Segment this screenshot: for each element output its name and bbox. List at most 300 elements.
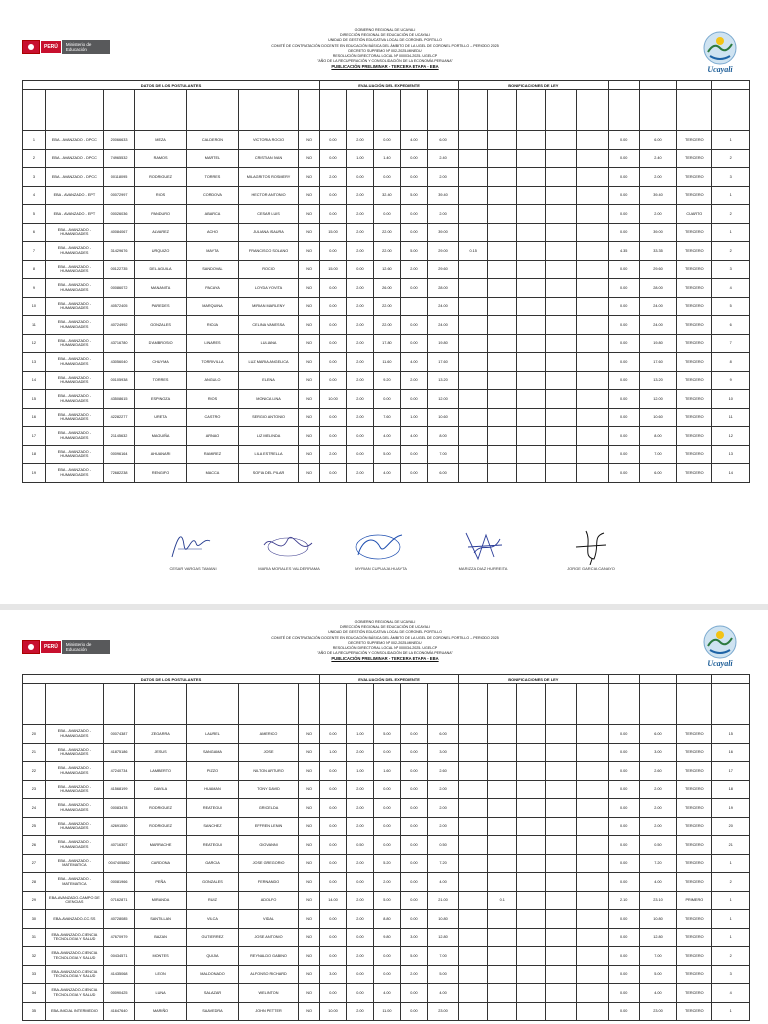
table-cell: 0.00 (373, 817, 400, 836)
table-cell (488, 427, 517, 446)
table-cell (546, 445, 577, 464)
table-cell (577, 445, 608, 464)
table-cell: EBA-AVANZADO-CAMPO DE CIENCIAS (45, 891, 103, 910)
table-cell: 00096164 (103, 445, 134, 464)
table-cell (546, 910, 577, 929)
table-cell (546, 1002, 577, 1021)
table-cell: 6.00 (427, 131, 458, 150)
table-cell: 1.00 (346, 762, 373, 781)
table-row (23, 149, 750, 168)
header-line: UNIDAD DE GESTIÓN EDUCATIVA LOCAL DE CORONEL PORTILLO (328, 38, 442, 43)
table-cell (517, 1002, 546, 1021)
table-row (23, 817, 750, 836)
table-cell: 15 (23, 390, 46, 409)
table-cell: 14.00 (319, 891, 346, 910)
table-cell: 1 (712, 928, 750, 947)
table-row (23, 965, 750, 984)
table-cell: RUIZ (187, 891, 239, 910)
table-cell: EBA - AVANZADO - HUMANIDADES (45, 427, 103, 446)
table-cell: 0.00 (400, 223, 427, 242)
table-cell: 0.00 (400, 836, 427, 855)
table-cell (577, 242, 608, 261)
header-line: COMITÉ DE CONTRATACIÓN DOCENTE EN EDUCACIÓN BÁSICA DEL ÁMBITO DE LA UGEL DE CORONEL PORTILLO – PERIODO 2025 (271, 43, 499, 48)
header-line: GOBIERNO REGIONAL DE UCAYALI (354, 620, 416, 624)
table-cell: PRIMERO (677, 891, 712, 910)
table-cell: 0.00 (400, 984, 427, 1003)
table-cell: 1 (712, 910, 750, 929)
table-cell: 0.00 (608, 427, 639, 446)
table-cell (459, 891, 488, 910)
table-cell: JOHN PETTER (238, 1002, 298, 1021)
table-cell: 39.40 (427, 186, 458, 205)
table-cell: 39.00 (427, 223, 458, 242)
table-cell (546, 149, 577, 168)
table-cell: TERCERO (677, 168, 712, 187)
table-cell: 22 (23, 762, 46, 781)
table-cell: 1.00 (400, 408, 427, 427)
table-cell: LOYDA YOVITA (238, 279, 298, 298)
table-cell: 9 (712, 371, 750, 390)
table-row (23, 168, 750, 187)
table-cell (517, 168, 546, 187)
table-cell (517, 186, 546, 205)
table-cell: NO (299, 928, 320, 947)
table-cell: 0.00 (400, 149, 427, 168)
table-cell: EBA - AVANZADO - EPT (45, 205, 103, 224)
table-cell: TORRIVILLA (187, 353, 239, 372)
table-cell: 6 (23, 223, 46, 242)
table-cell: PANDURO (135, 205, 187, 224)
table-cell (488, 873, 517, 892)
table-cell: 0.00 (319, 984, 346, 1003)
table-cell: EBA-AVANZADO-CIENCIA TECNOLOGIA Y SALUD (45, 928, 103, 947)
table-cell: 00026036 (103, 205, 134, 224)
table-cell (459, 762, 488, 781)
table-cell: 39.00 (639, 223, 676, 242)
table-cell: EBA - AVANZADO - HUMANIDADES (45, 762, 103, 781)
table-cell (517, 780, 546, 799)
table-cell: 0.00 (608, 873, 639, 892)
table-row (23, 131, 750, 150)
table-cell (517, 947, 546, 966)
table-cell (459, 1002, 488, 1021)
table-cell (577, 149, 608, 168)
table-cell: MAYTA (187, 242, 239, 261)
table-cell: 2.00 (346, 854, 373, 873)
table-cell (459, 297, 488, 316)
table-row (23, 223, 750, 242)
table-cell: NO (299, 242, 320, 261)
table-cell (546, 260, 577, 279)
table-cell: MIRANDA (135, 891, 187, 910)
table-cell (459, 353, 488, 372)
table-cell: 0.00 (608, 780, 639, 799)
table-cell: 0.00 (400, 743, 427, 762)
table-cell: MILAGRITOS ROSMERY (238, 168, 298, 187)
table-cell: 28.00 (639, 279, 676, 298)
table-cell: 18 (23, 445, 46, 464)
table-cell (577, 762, 608, 781)
evaluacion-header: EVALUACIÓN DEL EXPEDIENTE (319, 675, 458, 684)
table-cell: 7.00 (639, 947, 676, 966)
table-cell (459, 168, 488, 187)
table-cell: JOSE (238, 743, 298, 762)
table-cell (577, 873, 608, 892)
table-cell (517, 817, 546, 836)
table-cell: EBA - AVANZADO - DPCC (45, 131, 103, 150)
table-cell: 0.00 (608, 928, 639, 947)
table-cell: REATEGUI (187, 799, 239, 818)
table-cell: 1 (23, 131, 46, 150)
table-cell (459, 223, 488, 242)
table-cell: 24.00 (427, 297, 458, 316)
table-cell (459, 836, 488, 855)
table-cell (459, 316, 488, 335)
table-cell: 11.00 (373, 1002, 400, 1021)
table-cell: 31429676 (103, 242, 134, 261)
table-cell: 0.00 (346, 928, 373, 947)
table-cell: 2.00 (319, 168, 346, 187)
signature-image (158, 525, 228, 565)
table-cell: 0.00 (346, 168, 373, 187)
table-cell: 40716307 (103, 836, 134, 855)
table-cell: 0.00 (400, 854, 427, 873)
ucayali-logo-icon (700, 622, 740, 674)
table-cell: SOFIA DEL PILAR (238, 464, 298, 483)
table-cell: CALDERON (187, 131, 239, 150)
table-cell (517, 910, 546, 929)
table-cell: TERCERO (677, 947, 712, 966)
table-cell: TERCERO (677, 817, 712, 836)
table-cell: 2.00 (346, 242, 373, 261)
table-cell: 6.00 (639, 464, 676, 483)
table-cell: 2.00 (346, 371, 373, 390)
table-cell: 2.00 (346, 279, 373, 298)
table-cell (577, 725, 608, 744)
table-cell: RAMIREZ (187, 445, 239, 464)
table-cell: 74965532 (103, 149, 134, 168)
table-cell: 2.00 (346, 1002, 373, 1021)
datos-header: DATOS DE LOS POSTULANTES (23, 675, 320, 684)
table-cell: EBA - AVANZADO - MATEMATICA (45, 873, 103, 892)
bonificaciones-header: BONIFICACIONES DE LEY (459, 675, 609, 684)
table-cell: REYNALDO GABINO (238, 947, 298, 966)
table-cell (546, 891, 577, 910)
table-row (23, 873, 750, 892)
table-cell (517, 928, 546, 947)
signature-block (326, 525, 436, 571)
table-cell (577, 168, 608, 187)
table-cell: 5.00 (373, 445, 400, 464)
table-cell: 3.00 (427, 743, 458, 762)
table-cell (488, 390, 517, 409)
table-row (23, 762, 750, 781)
table-cell: 0.00 (608, 799, 639, 818)
table-cell (546, 762, 577, 781)
table-cell (517, 353, 546, 372)
table-row (23, 910, 750, 929)
signature-name: MARIZZA DIAZ HURREITA (458, 566, 508, 571)
table-cell: 0.00 (608, 965, 639, 984)
table-cell: TERCERO (677, 984, 712, 1003)
table-cell: 2.00 (319, 445, 346, 464)
table-cell: 0.00 (608, 390, 639, 409)
table-cell (488, 297, 517, 316)
table-cell: EBA-AVANZADO-CIENCIA TECNOLOGIA Y SALUD (45, 965, 103, 984)
table-cell (488, 799, 517, 818)
table-cell: 29 (23, 891, 46, 910)
table-cell: GRICELDA (238, 799, 298, 818)
table-cell: NO (299, 965, 320, 984)
table-cell: MACCA (187, 464, 239, 483)
header-line: DIRECCIÓN REGIONAL DE EDUCACIÓN DE UCAYALI (340, 625, 430, 630)
table-cell: 0.00 (319, 799, 346, 818)
table-cell: CESAR LUIS (238, 205, 298, 224)
table-cell (517, 464, 546, 483)
header-line: RESOLUCIÓN DIRECTORAL LOCAL Nº 000034-2025- UGELCP (332, 646, 438, 651)
table-cell: 0.00 (608, 743, 639, 762)
table-cell: 00434571 (103, 947, 134, 966)
table-cell: AHUANARI (135, 445, 187, 464)
table-cell: 10.80 (427, 910, 458, 929)
table-cell: 00086072 (103, 279, 134, 298)
table-cell: NO (299, 297, 320, 316)
table-cell: 14 (23, 371, 46, 390)
table-cell (459, 408, 488, 427)
table-cell: RIOJA (187, 316, 239, 335)
header-line: COMITÉ DE CONTRATACIÓN DOCENTE EN EDUCACIÓN BÁSICA DEL ÁMBITO DE LA UGEL DE CORONEL PORTILLO – PERIODO 2025 (271, 635, 499, 640)
table-row (23, 891, 750, 910)
table-row (23, 186, 750, 205)
table-cell: EBA - AVANZADO - HUMANIDADES (45, 445, 103, 464)
table-cell: TERCERO (677, 334, 712, 353)
table-cell: 43056040 (103, 353, 134, 372)
table-cell: 12 (712, 427, 750, 446)
table-cell: 5.00 (400, 186, 427, 205)
table-cell (577, 390, 608, 409)
minedu-logo (22, 640, 110, 654)
table-cell (488, 743, 517, 762)
table-cell: 0.00 (319, 427, 346, 446)
table-cell: 0.00 (400, 780, 427, 799)
table-cell: TERCERO (677, 780, 712, 799)
table-cell (577, 836, 608, 855)
table-cell: 0.00 (373, 168, 400, 187)
table-row (23, 205, 750, 224)
table-cell: RIOS (187, 390, 239, 409)
table-cell: 5.00 (373, 891, 400, 910)
table-cell (546, 316, 577, 335)
table-cell (488, 928, 517, 947)
table-cell: NO (299, 390, 320, 409)
table-cell: 1.60 (373, 762, 400, 781)
table-cell: 40724992 (103, 316, 134, 335)
table-cell: 4.00 (427, 873, 458, 892)
table-cell (546, 817, 577, 836)
table-cell: 4.35 (608, 242, 639, 261)
table-cell (546, 836, 577, 855)
table-cell: NO (299, 131, 320, 150)
table-cell (488, 131, 517, 150)
table-cell: TERCERO (677, 131, 712, 150)
table-cell: 2.60 (639, 762, 676, 781)
table-cell: 2.00 (427, 780, 458, 799)
table-cell: TERCERO (677, 371, 712, 390)
table-cell: PAREDES (135, 297, 187, 316)
table-cell (488, 780, 517, 799)
table-cell: 2.00 (639, 817, 676, 836)
table-cell: 10.60 (639, 408, 676, 427)
table-cell: 43508615 (103, 390, 134, 409)
table-cell: TERCERO (677, 910, 712, 929)
table-cell: 2.00 (346, 891, 373, 910)
table-cell: 22.00 (373, 297, 400, 316)
table-cell: TERCERO (677, 445, 712, 464)
table-cell: TERCERO (677, 390, 712, 409)
table-cell: 4.00 (373, 427, 400, 446)
table-cell: EBA - AVANZADO - DPCC (45, 168, 103, 187)
table-cell (577, 928, 608, 947)
table-cell (517, 242, 546, 261)
table-cell: URETA (135, 408, 187, 427)
table-cell: 0.00 (319, 910, 346, 929)
table-row (23, 316, 750, 335)
table-cell: 00118095 (103, 168, 134, 187)
table-cell: 17.60 (427, 353, 458, 372)
table-cell: 0.00 (373, 390, 400, 409)
table-cell: 4.00 (400, 353, 427, 372)
table-cell: 4 (712, 984, 750, 1003)
table-cell (577, 891, 608, 910)
table-cell: MARIÑO (135, 1002, 187, 1021)
table-cell: 42282277 (103, 408, 134, 427)
table-cell: 2.10 (608, 891, 639, 910)
table-cell: 0.00 (319, 371, 346, 390)
table-cell: 9 (23, 279, 46, 298)
table-cell: 0.00 (608, 168, 639, 187)
document-page-2 (0, 612, 768, 1024)
table-cell: 4 (712, 279, 750, 298)
table-cell: 11 (712, 408, 750, 427)
table-cell (577, 408, 608, 427)
table-cell (546, 947, 577, 966)
table-cell (577, 910, 608, 929)
table-cell: 0.00 (400, 168, 427, 187)
table-cell: EBA - AVANZADO - HUMANIDADES (45, 408, 103, 427)
table-cell: 2.00 (427, 168, 458, 187)
table-cell: 19.80 (427, 334, 458, 353)
table-cell (517, 205, 546, 224)
table-cell: 2.00 (639, 168, 676, 187)
table-cell: 1.00 (346, 149, 373, 168)
table-cell: EBA - AVANZADO - MATEMATICA (45, 854, 103, 873)
table-cell: 0.00 (319, 205, 346, 224)
table-cell: 2 (712, 149, 750, 168)
table-cell: 19.80 (639, 334, 676, 353)
table-row (23, 928, 750, 947)
table-cell: 5.00 (400, 242, 427, 261)
table-cell (577, 131, 608, 150)
table-cell: 00122735 (103, 260, 134, 279)
table-cell: EBA - AVANZADO - HUMANIDADES (45, 371, 103, 390)
signature-image (346, 525, 416, 565)
table-cell: 33 (23, 965, 46, 984)
table-cell: TERCERO (677, 854, 712, 873)
table-cell: 2.00 (639, 799, 676, 818)
table-cell: 0.00 (608, 947, 639, 966)
table-cell: MIRIAN MARLENY (238, 297, 298, 316)
table-cell: 0.00 (373, 205, 400, 224)
table-cell: 12.00 (639, 390, 676, 409)
table-cell: TERCERO (677, 279, 712, 298)
signature-image (448, 525, 518, 565)
table-cell: 9.80 (373, 928, 400, 947)
table-cell (459, 334, 488, 353)
table-cell (517, 445, 546, 464)
table-cell: 10 (712, 390, 750, 409)
table-cell: 34 (23, 984, 46, 1003)
table-cell: 0.00 (608, 186, 639, 205)
table-cell: 41568199 (103, 780, 134, 799)
table-cell: 17.60 (639, 353, 676, 372)
table-cell: TERCERO (677, 762, 712, 781)
table-cell: ZEGARRA (135, 725, 187, 744)
table-cell: 11.60 (373, 353, 400, 372)
table-cell (546, 205, 577, 224)
table-cell: 0.00 (373, 131, 400, 150)
table-cell: 0.00 (319, 873, 346, 892)
table-cell: MONTES (135, 947, 187, 966)
table-cell: NILTON ARTURO (238, 762, 298, 781)
table-cell: VILCA (187, 910, 239, 929)
table-cell: LULIANA (238, 334, 298, 353)
table-cell: NO (299, 780, 320, 799)
table-cell: NO (299, 947, 320, 966)
table-cell (459, 780, 488, 799)
table-cell: 2.00 (346, 205, 373, 224)
table-cell: NO (299, 279, 320, 298)
table-cell: 0.00 (373, 743, 400, 762)
table-cell: 15.00 (319, 260, 346, 279)
table-cell: JESUS (135, 743, 187, 762)
ucayali-logo-text: Ucayali (707, 659, 733, 668)
table-cell: GONZALES (187, 873, 239, 892)
table-cell: 22.00 (373, 223, 400, 242)
table-cell: 28 (23, 873, 46, 892)
table-cell (577, 427, 608, 446)
table-row (23, 445, 750, 464)
table-cell: 2.00 (346, 464, 373, 483)
table-cell: 1.00 (319, 743, 346, 762)
table-cell: 16 (23, 408, 46, 427)
table-cell: SERGIO ANTONIO (238, 408, 298, 427)
table-cell (459, 854, 488, 873)
table-cell: 3 (23, 168, 46, 187)
table-cell: NO (299, 910, 320, 929)
table-cell: 0.00 (400, 891, 427, 910)
table-cell: JOSE ANTONIO (238, 928, 298, 947)
table-cell (488, 353, 517, 372)
table-cell: PACAYA (187, 279, 239, 298)
table-cell: DEL AGUILA (135, 260, 187, 279)
table-cell: TERCERO (677, 799, 712, 818)
table-cell: LUNA (135, 984, 187, 1003)
table-cell: 0.00 (608, 316, 639, 335)
table-cell: TERCERO (677, 725, 712, 744)
table-cell (488, 371, 517, 390)
table-cell: TERCERO (677, 427, 712, 446)
header-line: GOBIERNO REGIONAL DE UCAYALI (354, 28, 416, 32)
